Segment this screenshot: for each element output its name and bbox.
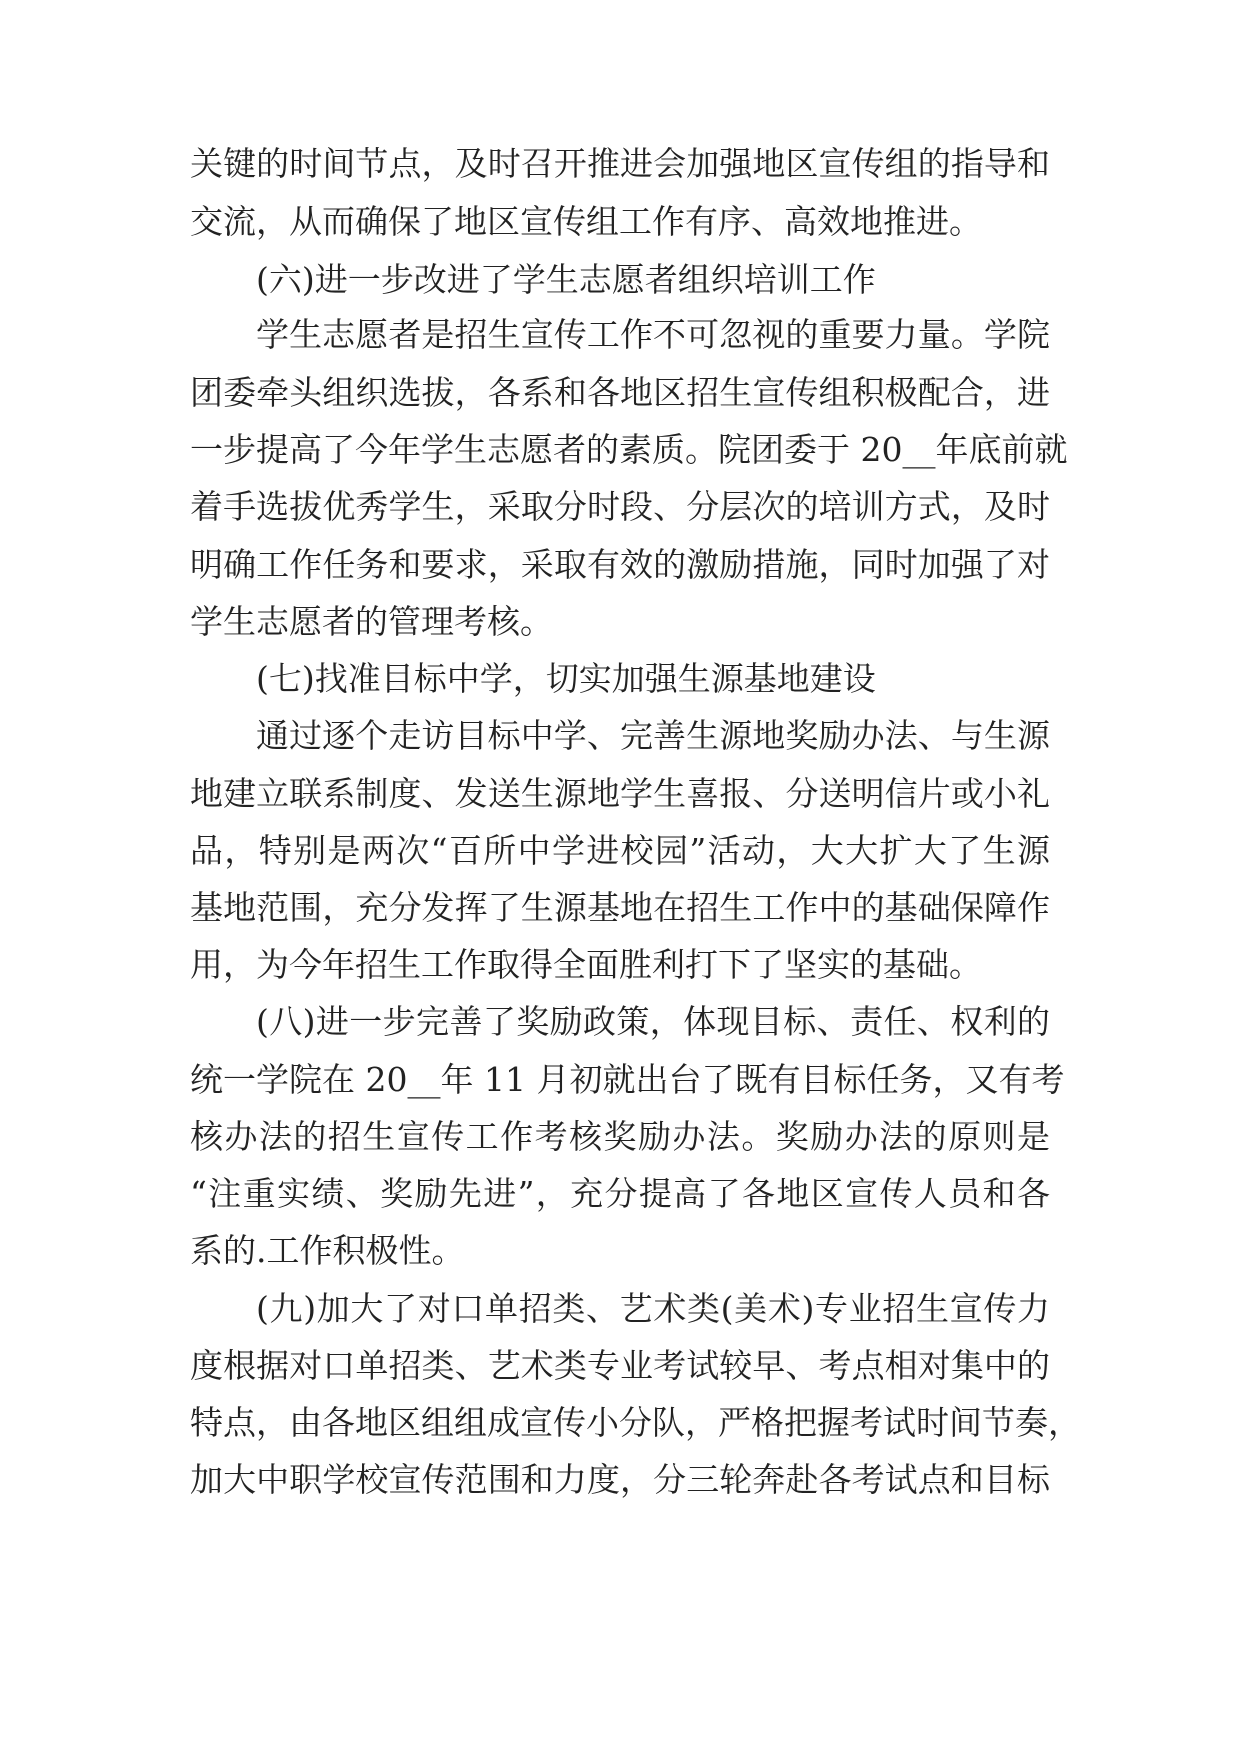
paragraph-line: 统一学院在 20__年 11 月初就出台了既有目标任务，又有考 — [190, 1060, 1065, 1099]
paragraph-line: 用，为今年招生工作取得全面胜利打下了坚实的基础。 — [190, 945, 982, 984]
paragraph-line: 学生志愿者是招生宣传工作不可忽视的重要力量。学院 — [256, 315, 1050, 354]
section-heading: (九)加大了对口单招类、艺术类(美术)专业招生宣传力 — [256, 1289, 1050, 1328]
paragraph-line: 特点，由各地区组组成宣传小分队，严格把握考试时间节奏， — [190, 1403, 1081, 1442]
paragraph-line: “注重实绩、奖励先进”，充分提高了各地区宣传人员和各 — [190, 1174, 1050, 1213]
paragraph-line: 着手选拔优秀学生，采取分时段、分层次的培训方式，及时 — [190, 487, 1050, 526]
paragraph-line: 加大中职学校宣传范围和力度，分三轮奔赴各考试点和目标 — [190, 1460, 1050, 1499]
paragraph-line: 地建立联系制度、发送生源地学生喜报、分送明信片或小礼 — [190, 774, 1050, 813]
paragraph-line: 明确工作任务和要求，采取有效的激励措施，同时加强了对 — [190, 545, 1050, 584]
paragraph-line: 品，特别是两次“百所中学进校园”活动，大大扩大了生源 — [190, 831, 1050, 870]
section-heading: (六)进一步改进了学生志愿者组织培训工作 — [256, 260, 876, 299]
paragraph-line: 交流，从而确保了地区宣传组工作有序、高效地推进。 — [190, 202, 982, 241]
paragraph-line: 系的.工作积极性。 — [190, 1231, 465, 1270]
paragraph-line: 一步提高了今年学生志愿者的素质。院团委于 20__年底前就 — [190, 430, 1068, 469]
section-heading: (八)进一步完善了奖励政策，体现目标、责任、权利的 — [256, 1002, 1050, 1041]
paragraph-line: 通过逐个走访目标中学、完善生源地奖励办法、与生源 — [256, 716, 1050, 755]
paragraph-line: 基地范围，充分发挥了生源基地在招生工作中的基础保障作 — [190, 888, 1050, 927]
paragraph-line: 学生志愿者的管理考核。 — [190, 602, 553, 641]
paragraph-line: 关键的时间节点，及时召开推进会加强地区宣传组的指导和 — [190, 144, 1050, 183]
section-heading: (七)找准目标中学，切实加强生源基地建设 — [256, 659, 876, 698]
paragraph-line: 团委牵头组织选拔，各系和各地区招生宣传组积极配合，进 — [190, 373, 1050, 412]
paragraph-line: 核办法的招生宣传工作考核奖励办法。奖励办法的原则是 — [190, 1117, 1050, 1156]
paragraph-line: 度根据对口单招类、艺术类专业考试较早、考点相对集中的 — [190, 1346, 1050, 1385]
